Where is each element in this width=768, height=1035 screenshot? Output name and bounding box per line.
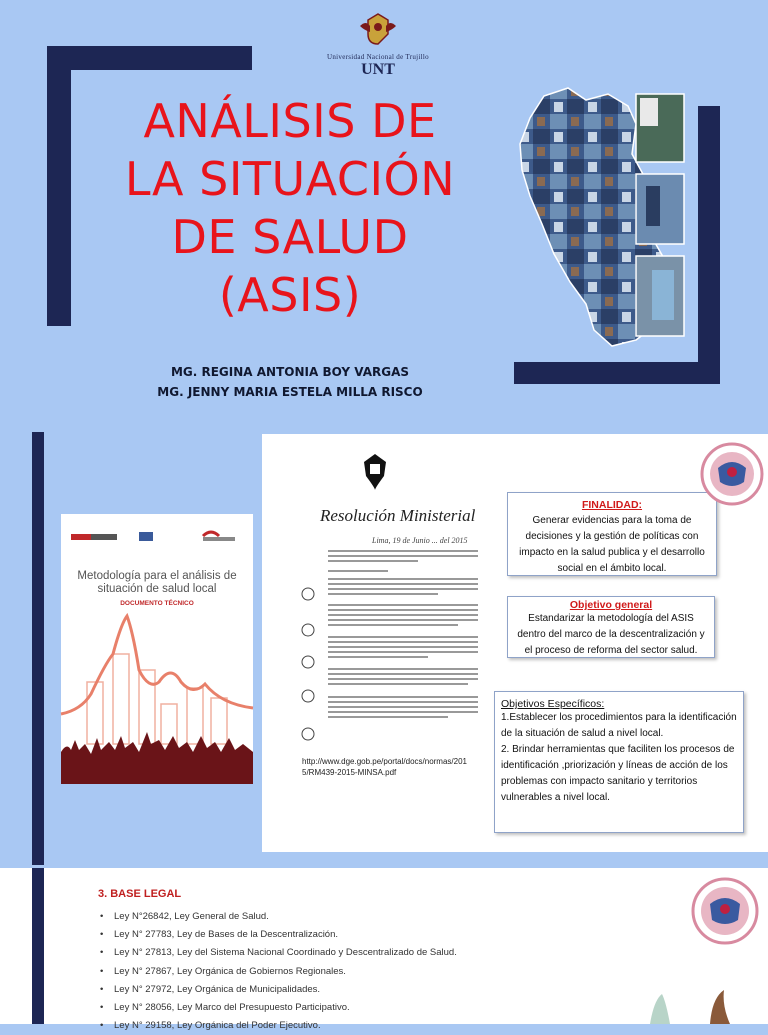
resolution-date: Lima, 19 de Junio ... del 2015 bbox=[372, 536, 468, 545]
university-abbr: UNT bbox=[361, 61, 395, 78]
objetivos-especificos-box bbox=[494, 691, 744, 833]
title-line: ANÁLISIS DE bbox=[143, 94, 437, 148]
authors bbox=[130, 362, 450, 402]
finalidad-heading: FINALIDAD: bbox=[581, 499, 643, 511]
list-item: • Ley N° 27783, Ley de Bases de la Descentralización. bbox=[100, 926, 457, 944]
list-item: • Ley N° 27867, Ley Orgánica de Gobiernos Regionales. bbox=[100, 963, 457, 981]
cover-illustration bbox=[61, 514, 253, 784]
slide-title bbox=[0, 0, 768, 430]
resolution-link[interactable]: http://www.dge.gob.pe/portal/docs/normas/2015/RM439-2015-MINSA.pdf bbox=[302, 757, 467, 777]
cover-subtitle: DOCUMENTO TÉCNICO bbox=[120, 600, 194, 607]
slide-legal-basis bbox=[0, 868, 768, 1032]
list-item: • Ley N° 28056, Ley Marco del Presupuesto Participativo. bbox=[100, 999, 457, 1017]
list-item: • Ley N° 27813, Ley del Sistema Nacional Coordinado y Descentralizado de Salud. bbox=[100, 944, 457, 962]
author-name: MG. REGINA ANTONIA BOY VARGAS bbox=[170, 365, 410, 379]
vertical-accent-bar bbox=[32, 432, 44, 865]
author-name: MG. JENNY MARIA ESTELA MILLA RISCO bbox=[157, 385, 423, 399]
university-name: Universidad Nacional de Trujillo bbox=[327, 53, 429, 61]
crest-icon bbox=[358, 12, 398, 46]
finalidad-text: Generar evidencias para la toma de decisiones y la gestión de políticas con impacto en la salud publica y el desarrollo social en el ámbito local. bbox=[519, 515, 705, 574]
law-list bbox=[100, 908, 457, 1035]
objetivo-especifico-item: 1.Establecer los procedimientos para la identificación de la situación de salud a nivel local. bbox=[501, 712, 737, 739]
resolution-title: Resolución Ministerial bbox=[320, 506, 476, 525]
title-line: LA SITUACIÓN bbox=[124, 152, 456, 206]
vertical-accent-bar bbox=[32, 868, 44, 1024]
section-heading: 3. BASE LEGAL bbox=[98, 888, 182, 900]
peru-photo-collage-map bbox=[516, 84, 686, 350]
slide-methodology bbox=[0, 432, 768, 865]
nursing-faculty-seal-icon bbox=[688, 442, 766, 506]
title-line: (ASIS) bbox=[218, 268, 362, 322]
technical-document-cover bbox=[61, 514, 253, 784]
objetivos-especificos-heading: Objetivos Específicos: bbox=[501, 698, 605, 710]
decorative-figures bbox=[600, 980, 768, 1024]
list-item: • Ley N°26842, Ley General de Salud. bbox=[100, 908, 457, 926]
objetivo-general-text: Estandarizar la metodología del ASIS dentro del marco de la descentralización y el proceso de reforma del sector salud. bbox=[517, 613, 705, 656]
title-line: DE SALUD bbox=[171, 210, 409, 264]
list-item: • Ley N° 29158, Ley Orgánica del Poder Ejecutivo. bbox=[100, 1017, 457, 1035]
presentation-title bbox=[100, 92, 480, 324]
finalidad-box bbox=[507, 492, 717, 576]
objetivo-general-box bbox=[507, 596, 715, 658]
objetivo-general-heading: Objetivo general bbox=[569, 599, 653, 611]
university-logo bbox=[316, 12, 440, 79]
objetivo-especifico-item: 2. Brindar herramientas que faciliten los procesos de identificación ,priorización y líneas de acción de los problemas con impacto sanitario y territorios vulnerables a nivel local. bbox=[501, 744, 735, 803]
cover-title: Metodología para el análisis de situación de salud local bbox=[77, 570, 237, 595]
coat-of-arms-icon bbox=[360, 452, 390, 492]
nursing-faculty-seal-icon bbox=[684, 876, 766, 946]
resolution-body-text bbox=[298, 544, 498, 752]
list-item: • Ley N° 27972, Ley Orgánica de Municipalidades. bbox=[100, 981, 457, 999]
